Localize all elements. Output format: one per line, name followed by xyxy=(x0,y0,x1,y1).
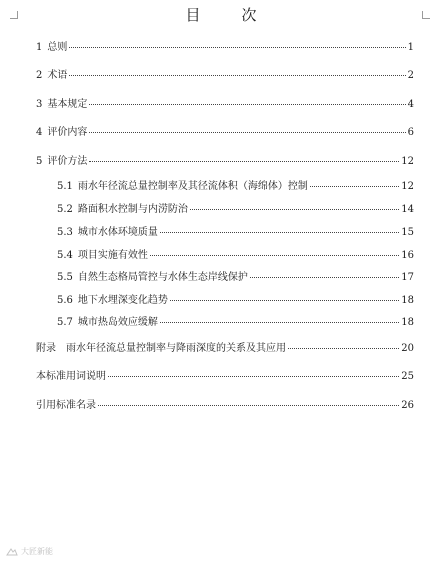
toc-entry-page: 25 xyxy=(401,371,414,382)
toc-entry-number: 3 xyxy=(36,99,43,110)
toc-dot-leader xyxy=(98,405,399,406)
toc-entry-label: 评价方法 xyxy=(47,156,88,167)
toc-dot-leader xyxy=(160,322,399,323)
toc-entry-page: 12 xyxy=(401,156,414,167)
toc-entry-wording-explanation[interactable] xyxy=(36,370,414,383)
toc-entry-5-2[interactable] xyxy=(57,203,414,216)
toc-entry-5[interactable] xyxy=(36,155,414,168)
toc-dot-leader xyxy=(150,255,399,256)
toc-entry-page: 2 xyxy=(407,70,414,81)
toc-entry-label: 雨水年径流总量控制率及其径流体积（海绵体）控制 xyxy=(77,181,308,192)
toc-entry-label: 自然生态格局管控与水体生态岸线保护 xyxy=(77,272,248,283)
toc-entry-cited-standards[interactable] xyxy=(36,399,414,412)
toc-entry-number: 5 xyxy=(36,156,43,167)
toc-entry-label: 评价内容 xyxy=(47,127,88,138)
toc-entry-5-4[interactable] xyxy=(57,249,414,262)
toc-entry-label: 基本规定 xyxy=(47,99,88,110)
toc-entry-label: 总则 xyxy=(47,42,68,53)
toc-entry-page: 6 xyxy=(407,127,414,138)
toc-entry-4[interactable] xyxy=(36,126,414,139)
toc-entry-label: 路面积水控制与内涝防治 xyxy=(77,204,188,215)
toc-dot-leader xyxy=(170,300,399,301)
toc-entry-number: 1 xyxy=(36,42,43,53)
toc-dot-leader xyxy=(89,104,405,105)
toc-dot-leader xyxy=(160,232,399,233)
toc-entry-5-7[interactable] xyxy=(57,316,414,329)
toc-entry-page: 1 xyxy=(407,42,414,53)
toc-entry-1[interactable] xyxy=(36,41,414,54)
toc-entry-appendix[interactable] xyxy=(36,342,414,355)
toc-entry-label: 本标准用词说明 xyxy=(36,371,106,382)
toc-entry-page: 18 xyxy=(401,295,414,306)
toc-dot-leader xyxy=(69,75,405,76)
toc-entry-5-1[interactable] xyxy=(57,180,414,193)
toc-entry-3[interactable] xyxy=(36,98,414,111)
toc-entry-number: 5.7 xyxy=(57,317,73,328)
toc-entry-number: 4 xyxy=(36,127,43,138)
toc-entry-page: 16 xyxy=(401,250,414,261)
toc-entry-page: 14 xyxy=(401,204,414,215)
toc-entry-label: 项目实施有效性 xyxy=(77,250,148,261)
toc-entry-page: 17 xyxy=(401,272,414,283)
toc-entry-5-6[interactable] xyxy=(57,294,414,307)
toc-entry-page: 12 xyxy=(401,181,414,192)
toc-dot-leader xyxy=(310,186,399,187)
toc-dot-leader xyxy=(89,161,399,162)
toc-entry-5-5[interactable] xyxy=(57,271,414,284)
watermark xyxy=(6,546,53,557)
toc-entry-page: 20 xyxy=(401,343,414,354)
toc-dot-leader xyxy=(250,277,399,278)
toc-entry-number: 5.2 xyxy=(57,204,73,215)
toc-dot-leader xyxy=(69,47,405,48)
toc-entry-label: 地下水埋深变化趋势 xyxy=(77,295,168,306)
toc-entry-page: 4 xyxy=(407,99,414,110)
toc-entry-page: 15 xyxy=(401,227,414,238)
toc-entry-label: 城市热岛效应缓解 xyxy=(77,317,158,328)
toc-entry-page: 18 xyxy=(401,317,414,328)
toc-entry-label: 引用标准名录 xyxy=(36,400,96,411)
toc-entry-2[interactable] xyxy=(36,69,414,82)
toc-entry-number: 5.3 xyxy=(57,227,73,238)
toc-entry-5-3[interactable] xyxy=(57,226,414,239)
toc-entry-number: 5.1 xyxy=(57,181,73,192)
toc-title: 目 次 xyxy=(185,6,270,24)
toc-dot-leader xyxy=(89,132,405,133)
toc-entry-number: 5.4 xyxy=(57,250,73,261)
toc-entry-page: 26 xyxy=(401,400,414,411)
toc-entry-label: 城市水体环境质量 xyxy=(77,227,158,238)
watermark-logo-icon xyxy=(6,547,18,557)
toc-dot-leader xyxy=(288,348,399,349)
toc-entry-number: 5.5 xyxy=(57,272,73,283)
watermark-text: 大匠新能 xyxy=(21,547,53,556)
toc-entry-number: 2 xyxy=(36,70,43,81)
toc-entry-label: 术语 xyxy=(47,70,68,81)
toc-entry-label: 附录 雨水年径流总量控制率与降雨深度的关系及其应用 xyxy=(36,343,286,354)
toc-dot-leader xyxy=(190,209,399,210)
toc-entry-number: 5.6 xyxy=(57,295,73,306)
toc-dot-leader xyxy=(108,376,399,377)
